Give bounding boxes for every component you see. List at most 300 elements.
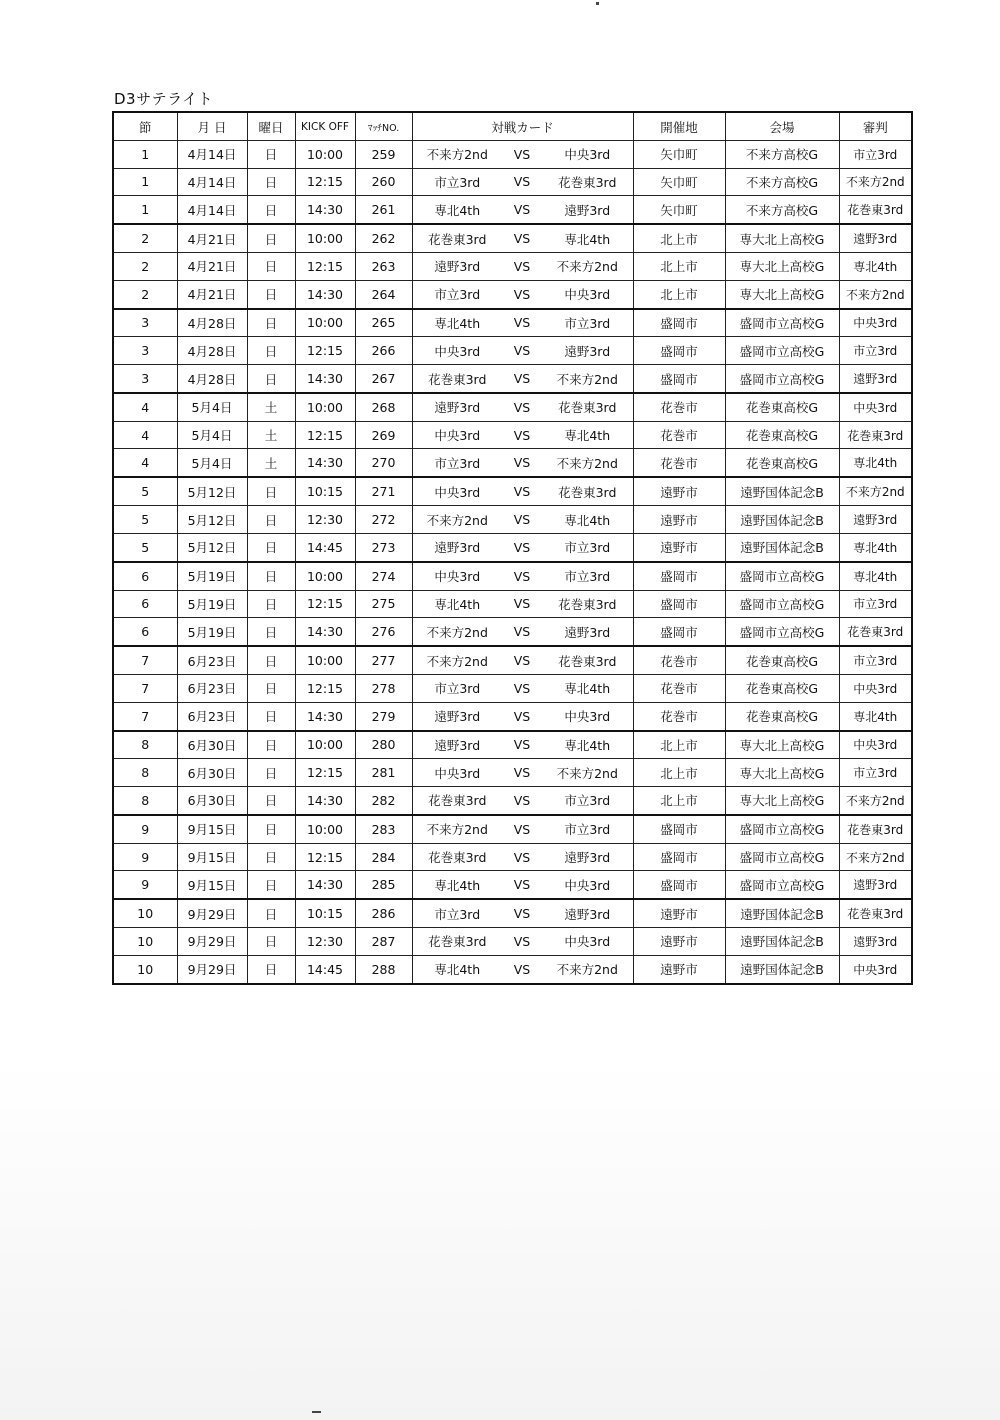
cell-weekday: 日: [247, 674, 295, 702]
cell-kickoff: 14:30: [295, 449, 355, 477]
cell-kickoff: 10:00: [295, 815, 355, 843]
cell-city: 盛岡市: [633, 365, 725, 393]
cell-match-no: 262: [355, 224, 412, 252]
cell-home-team: 中央3rd: [412, 759, 502, 787]
cell-vs: VS: [502, 337, 542, 365]
cell-venue: 遠野国体記念B: [725, 899, 839, 927]
cell-vs: VS: [502, 815, 542, 843]
cell-match-no: 268: [355, 393, 412, 421]
cell-vs: VS: [502, 899, 542, 927]
cell-kickoff: 10:00: [295, 141, 355, 169]
cell-vs: VS: [502, 731, 542, 759]
cell-setsu: 4: [113, 421, 177, 449]
cell-away-team: 専北4th: [542, 674, 633, 702]
cell-setsu: 2: [113, 253, 177, 281]
cell-away-team: 中央3rd: [542, 871, 633, 899]
cell-referee: 市立3rd: [839, 337, 912, 365]
cell-match-no: 263: [355, 253, 412, 281]
cell-kickoff: 10:00: [295, 309, 355, 337]
cell-kickoff: 10:00: [295, 646, 355, 674]
cell-referee: 遠野3rd: [839, 365, 912, 393]
cell-away-team: 中央3rd: [542, 141, 633, 169]
table-row: [113, 533, 912, 561]
cell-venue: 盛岡市立高校G: [725, 309, 839, 337]
cell-city: 花巻市: [633, 393, 725, 421]
table-row: [113, 815, 912, 843]
cell-referee: 市立3rd: [839, 646, 912, 674]
cell-date: 5月12日: [177, 477, 247, 505]
cell-setsu: 3: [113, 337, 177, 365]
header-kickoff: KICK OFF: [295, 112, 355, 141]
cell-date: 9月15日: [177, 815, 247, 843]
cell-away-team: 中央3rd: [542, 280, 633, 308]
cell-city: 矢巾町: [633, 196, 725, 224]
cell-referee: 市立3rd: [839, 759, 912, 787]
table-row: [113, 337, 912, 365]
cell-home-team: 専北4th: [412, 590, 502, 618]
cell-match-no: 271: [355, 477, 412, 505]
cell-venue: 専大北上高校G: [725, 787, 839, 815]
cell-city: 北上市: [633, 759, 725, 787]
cell-referee: 中央3rd: [839, 955, 912, 984]
cell-city: 遠野市: [633, 533, 725, 561]
cell-city: 盛岡市: [633, 871, 725, 899]
cell-weekday: 日: [247, 280, 295, 308]
cell-city: 北上市: [633, 731, 725, 759]
cell-match-no: 269: [355, 421, 412, 449]
cell-venue: 盛岡市立高校G: [725, 871, 839, 899]
cell-venue: 遠野国体記念B: [725, 477, 839, 505]
cell-vs: VS: [502, 871, 542, 899]
cell-setsu: 7: [113, 646, 177, 674]
cell-home-team: 市立3rd: [412, 674, 502, 702]
header-city: 開催地: [633, 112, 725, 141]
cell-city: 遠野市: [633, 955, 725, 984]
cell-vs: VS: [502, 393, 542, 421]
cell-away-team: 市立3rd: [542, 309, 633, 337]
cell-city: 遠野市: [633, 477, 725, 505]
cell-date: 6月30日: [177, 759, 247, 787]
cell-venue: 遠野国体記念B: [725, 533, 839, 561]
cell-referee: 専北4th: [839, 253, 912, 281]
cell-vs: VS: [502, 955, 542, 984]
table-row: [113, 421, 912, 449]
cell-referee: 不来方2nd: [839, 168, 912, 196]
cell-home-team: 市立3rd: [412, 899, 502, 927]
cell-weekday: 土: [247, 421, 295, 449]
cell-weekday: 日: [247, 955, 295, 984]
cell-kickoff: 10:15: [295, 899, 355, 927]
cell-setsu: 6: [113, 590, 177, 618]
cell-vs: VS: [502, 224, 542, 252]
cell-vs: VS: [502, 449, 542, 477]
cell-setsu: 1: [113, 168, 177, 196]
cell-vs: VS: [502, 309, 542, 337]
cell-setsu: 3: [113, 365, 177, 393]
cell-venue: 専大北上高校G: [725, 280, 839, 308]
cell-venue: 盛岡市立高校G: [725, 815, 839, 843]
cell-vs: VS: [502, 365, 542, 393]
cell-referee: 中央3rd: [839, 674, 912, 702]
cell-home-team: 市立3rd: [412, 449, 502, 477]
cell-away-team: 市立3rd: [542, 787, 633, 815]
cell-kickoff: 12:15: [295, 759, 355, 787]
cell-home-team: 遠野3rd: [412, 731, 502, 759]
cell-weekday: 土: [247, 393, 295, 421]
cell-kickoff: 10:00: [295, 562, 355, 590]
cell-vs: VS: [502, 506, 542, 534]
table-row: [113, 871, 912, 899]
cell-venue: 花巻東高校G: [725, 646, 839, 674]
cell-vs: VS: [502, 759, 542, 787]
cell-vs: VS: [502, 843, 542, 871]
table-row: [113, 506, 912, 534]
cell-match-no: 276: [355, 618, 412, 646]
table-row: [113, 590, 912, 618]
cell-weekday: 日: [247, 702, 295, 730]
cell-kickoff: 14:30: [295, 618, 355, 646]
cell-date: 6月30日: [177, 731, 247, 759]
page-shadow: [0, 1060, 1000, 1420]
cell-date: 9月29日: [177, 928, 247, 956]
cell-vs: VS: [502, 196, 542, 224]
cell-kickoff: 12:15: [295, 590, 355, 618]
cell-date: 6月23日: [177, 646, 247, 674]
cell-setsu: 5: [113, 506, 177, 534]
cell-vs: VS: [502, 168, 542, 196]
cell-away-team: 遠野3rd: [542, 843, 633, 871]
cell-referee: 専北4th: [839, 562, 912, 590]
cell-referee: 遠野3rd: [839, 224, 912, 252]
cell-weekday: 日: [247, 646, 295, 674]
cell-venue: 花巻東高校G: [725, 421, 839, 449]
cell-date: 6月23日: [177, 702, 247, 730]
cell-referee: 不来方2nd: [839, 477, 912, 505]
cell-date: 4月28日: [177, 365, 247, 393]
cell-away-team: 専北4th: [542, 731, 633, 759]
cell-venue: 専大北上高校G: [725, 731, 839, 759]
cell-city: 盛岡市: [633, 590, 725, 618]
cell-vs: VS: [502, 477, 542, 505]
cell-date: 5月4日: [177, 421, 247, 449]
cell-away-team: 花巻東3rd: [542, 393, 633, 421]
cell-home-team: 中央3rd: [412, 562, 502, 590]
cell-weekday: 日: [247, 337, 295, 365]
cell-home-team: 遠野3rd: [412, 393, 502, 421]
cell-date: 6月23日: [177, 674, 247, 702]
cell-away-team: 専北4th: [542, 506, 633, 534]
cell-away-team: 遠野3rd: [542, 899, 633, 927]
table-row: [113, 477, 912, 505]
cell-kickoff: 12:30: [295, 506, 355, 534]
cell-setsu: 1: [113, 196, 177, 224]
cell-date: 4月21日: [177, 280, 247, 308]
cell-referee: 専北4th: [839, 449, 912, 477]
cell-weekday: 日: [247, 731, 295, 759]
cell-home-team: 中央3rd: [412, 337, 502, 365]
cell-match-no: 282: [355, 787, 412, 815]
cell-away-team: 不来方2nd: [542, 365, 633, 393]
cell-away-team: 遠野3rd: [542, 618, 633, 646]
table-row: [113, 562, 912, 590]
cell-weekday: 日: [247, 224, 295, 252]
cell-away-team: 中央3rd: [542, 702, 633, 730]
cell-venue: 花巻東高校G: [725, 393, 839, 421]
cell-home-team: 市立3rd: [412, 168, 502, 196]
cell-match-no: 287: [355, 928, 412, 956]
cell-home-team: 専北4th: [412, 955, 502, 984]
cell-match-no: 285: [355, 871, 412, 899]
cell-city: 盛岡市: [633, 815, 725, 843]
cell-venue: 不来方高校G: [725, 168, 839, 196]
cell-date: 4月21日: [177, 224, 247, 252]
cell-home-team: 花巻東3rd: [412, 224, 502, 252]
cell-setsu: 2: [113, 280, 177, 308]
cell-match-no: 272: [355, 506, 412, 534]
cell-kickoff: 10:00: [295, 731, 355, 759]
cell-away-team: 花巻東3rd: [542, 646, 633, 674]
cell-home-team: 不来方2nd: [412, 141, 502, 169]
table-row: [113, 899, 912, 927]
cell-city: 盛岡市: [633, 618, 725, 646]
cell-kickoff: 14:30: [295, 280, 355, 308]
cell-referee: 遠野3rd: [839, 871, 912, 899]
cell-match-no: 288: [355, 955, 412, 984]
cell-weekday: 日: [247, 618, 295, 646]
cell-home-team: 花巻東3rd: [412, 787, 502, 815]
cell-date: 4月14日: [177, 196, 247, 224]
header-row: [113, 112, 912, 141]
cell-venue: 専大北上高校G: [725, 253, 839, 281]
cell-vs: VS: [502, 280, 542, 308]
cell-away-team: 花巻東3rd: [542, 477, 633, 505]
cell-match-no: 259: [355, 141, 412, 169]
cell-venue: 盛岡市立高校G: [725, 843, 839, 871]
cell-date: 5月19日: [177, 618, 247, 646]
table-row: [113, 702, 912, 730]
table-row: [113, 365, 912, 393]
cell-referee: 不来方2nd: [839, 280, 912, 308]
cell-away-team: 専北4th: [542, 421, 633, 449]
cell-away-team: 不来方2nd: [542, 449, 633, 477]
cell-setsu: 9: [113, 815, 177, 843]
cell-referee: 中央3rd: [839, 393, 912, 421]
document-title: D3サテライト: [114, 90, 214, 108]
cell-home-team: 遠野3rd: [412, 702, 502, 730]
cell-venue: 遠野国体記念B: [725, 955, 839, 984]
cell-setsu: 9: [113, 843, 177, 871]
table-row: [113, 646, 912, 674]
cell-weekday: 日: [247, 309, 295, 337]
cell-weekday: 日: [247, 759, 295, 787]
cell-kickoff: 14:30: [295, 702, 355, 730]
cell-city: 北上市: [633, 280, 725, 308]
cell-weekday: 日: [247, 253, 295, 281]
cell-city: 盛岡市: [633, 843, 725, 871]
cell-home-team: 専北4th: [412, 309, 502, 337]
cell-match-no: 275: [355, 590, 412, 618]
cell-date: 4月21日: [177, 253, 247, 281]
cell-home-team: 不来方2nd: [412, 815, 502, 843]
cell-setsu: 9: [113, 871, 177, 899]
cell-setsu: 8: [113, 731, 177, 759]
cell-referee: 不来方2nd: [839, 843, 912, 871]
cell-city: 花巻市: [633, 421, 725, 449]
cell-weekday: 日: [247, 506, 295, 534]
cell-venue: 専大北上高校G: [725, 759, 839, 787]
table-row: [113, 787, 912, 815]
cell-kickoff: 14:45: [295, 955, 355, 984]
cell-venue: 遠野国体記念B: [725, 928, 839, 956]
cell-away-team: 中央3rd: [542, 928, 633, 956]
cell-home-team: 不来方2nd: [412, 618, 502, 646]
cell-setsu: 7: [113, 702, 177, 730]
cell-match-no: 265: [355, 309, 412, 337]
cell-weekday: 日: [247, 590, 295, 618]
cell-kickoff: 12:15: [295, 674, 355, 702]
cell-venue: 花巻東高校G: [725, 702, 839, 730]
cell-kickoff: 10:15: [295, 477, 355, 505]
cell-setsu: 4: [113, 449, 177, 477]
cell-referee: 遠野3rd: [839, 928, 912, 956]
cell-home-team: 不来方2nd: [412, 646, 502, 674]
cell-city: 花巻市: [633, 646, 725, 674]
cell-match-no: 270: [355, 449, 412, 477]
table-row: [113, 955, 912, 984]
cell-match-no: 264: [355, 280, 412, 308]
cell-match-no: 283: [355, 815, 412, 843]
cell-vs: VS: [502, 787, 542, 815]
cell-away-team: 花巻東3rd: [542, 168, 633, 196]
cell-weekday: 日: [247, 365, 295, 393]
cell-referee: 花巻東3rd: [839, 618, 912, 646]
cell-vs: VS: [502, 618, 542, 646]
cell-setsu: 5: [113, 477, 177, 505]
cell-city: 花巻市: [633, 674, 725, 702]
cell-setsu: 7: [113, 674, 177, 702]
cell-vs: VS: [502, 421, 542, 449]
table-row: [113, 168, 912, 196]
cell-match-no: 274: [355, 562, 412, 590]
cell-match-no: 260: [355, 168, 412, 196]
cell-home-team: 中央3rd: [412, 421, 502, 449]
header-matchup: 対戦カード: [412, 112, 633, 141]
cell-weekday: 日: [247, 899, 295, 927]
table-row: [113, 393, 912, 421]
cell-referee: 中央3rd: [839, 731, 912, 759]
cell-away-team: 市立3rd: [542, 562, 633, 590]
cell-city: 遠野市: [633, 899, 725, 927]
cell-kickoff: 12:15: [295, 337, 355, 365]
table-row: [113, 280, 912, 308]
cell-weekday: 日: [247, 141, 295, 169]
cell-vs: VS: [502, 674, 542, 702]
cell-kickoff: 12:15: [295, 843, 355, 871]
table-row: [113, 449, 912, 477]
cell-match-no: 273: [355, 533, 412, 561]
cell-home-team: 遠野3rd: [412, 533, 502, 561]
cell-date: 5月19日: [177, 562, 247, 590]
cell-city: 盛岡市: [633, 562, 725, 590]
header-setsu: 節: [113, 112, 177, 141]
cell-away-team: 遠野3rd: [542, 196, 633, 224]
cell-weekday: 土: [247, 449, 295, 477]
cell-vs: VS: [502, 702, 542, 730]
cell-setsu: 10: [113, 899, 177, 927]
cell-home-team: 遠野3rd: [412, 253, 502, 281]
scan-speck: [596, 2, 599, 5]
cell-match-no: 281: [355, 759, 412, 787]
cell-date: 4月28日: [177, 337, 247, 365]
cell-kickoff: 14:30: [295, 365, 355, 393]
cell-match-no: 280: [355, 731, 412, 759]
cell-date: 6月30日: [177, 787, 247, 815]
cell-city: 遠野市: [633, 506, 725, 534]
cell-weekday: 日: [247, 477, 295, 505]
cell-weekday: 日: [247, 168, 295, 196]
cell-match-no: 279: [355, 702, 412, 730]
cell-kickoff: 12:30: [295, 928, 355, 956]
cell-home-team: 花巻東3rd: [412, 365, 502, 393]
cell-home-team: 専北4th: [412, 871, 502, 899]
cell-weekday: 日: [247, 196, 295, 224]
cell-venue: 盛岡市立高校G: [725, 618, 839, 646]
cell-vs: VS: [502, 562, 542, 590]
cell-weekday: 日: [247, 843, 295, 871]
cell-setsu: 2: [113, 224, 177, 252]
cell-away-team: 不来方2nd: [542, 955, 633, 984]
table-row: [113, 928, 912, 956]
cell-vs: VS: [502, 646, 542, 674]
cell-match-no: 261: [355, 196, 412, 224]
cell-setsu: 6: [113, 562, 177, 590]
cell-date: 4月14日: [177, 141, 247, 169]
cell-setsu: 3: [113, 309, 177, 337]
cell-setsu: 10: [113, 928, 177, 956]
header-weekday: 曜日: [247, 112, 295, 141]
cell-date: 9月29日: [177, 955, 247, 984]
cell-kickoff: 14:30: [295, 196, 355, 224]
cell-city: 花巻市: [633, 702, 725, 730]
cell-date: 9月15日: [177, 843, 247, 871]
cell-away-team: 花巻東3rd: [542, 590, 633, 618]
cell-city: 盛岡市: [633, 337, 725, 365]
cell-match-no: 267: [355, 365, 412, 393]
table-row: [113, 196, 912, 224]
cell-home-team: 不来方2nd: [412, 506, 502, 534]
cell-city: 北上市: [633, 787, 725, 815]
cell-date: 5月4日: [177, 393, 247, 421]
cell-kickoff: 14:45: [295, 533, 355, 561]
schedule-table: [112, 111, 913, 985]
cell-city: 北上市: [633, 253, 725, 281]
cell-venue: 盛岡市立高校G: [725, 337, 839, 365]
table-row: [113, 618, 912, 646]
cell-date: 4月28日: [177, 309, 247, 337]
cell-setsu: 10: [113, 955, 177, 984]
cell-date: 5月4日: [177, 449, 247, 477]
cell-referee: 市立3rd: [839, 141, 912, 169]
table-row: [113, 224, 912, 252]
cell-home-team: 花巻東3rd: [412, 928, 502, 956]
cell-setsu: 8: [113, 787, 177, 815]
cell-home-team: 中央3rd: [412, 477, 502, 505]
cell-away-team: 専北4th: [542, 224, 633, 252]
cell-vs: VS: [502, 928, 542, 956]
table-row: [113, 674, 912, 702]
cell-city: 花巻市: [633, 449, 725, 477]
cell-city: 矢巾町: [633, 141, 725, 169]
